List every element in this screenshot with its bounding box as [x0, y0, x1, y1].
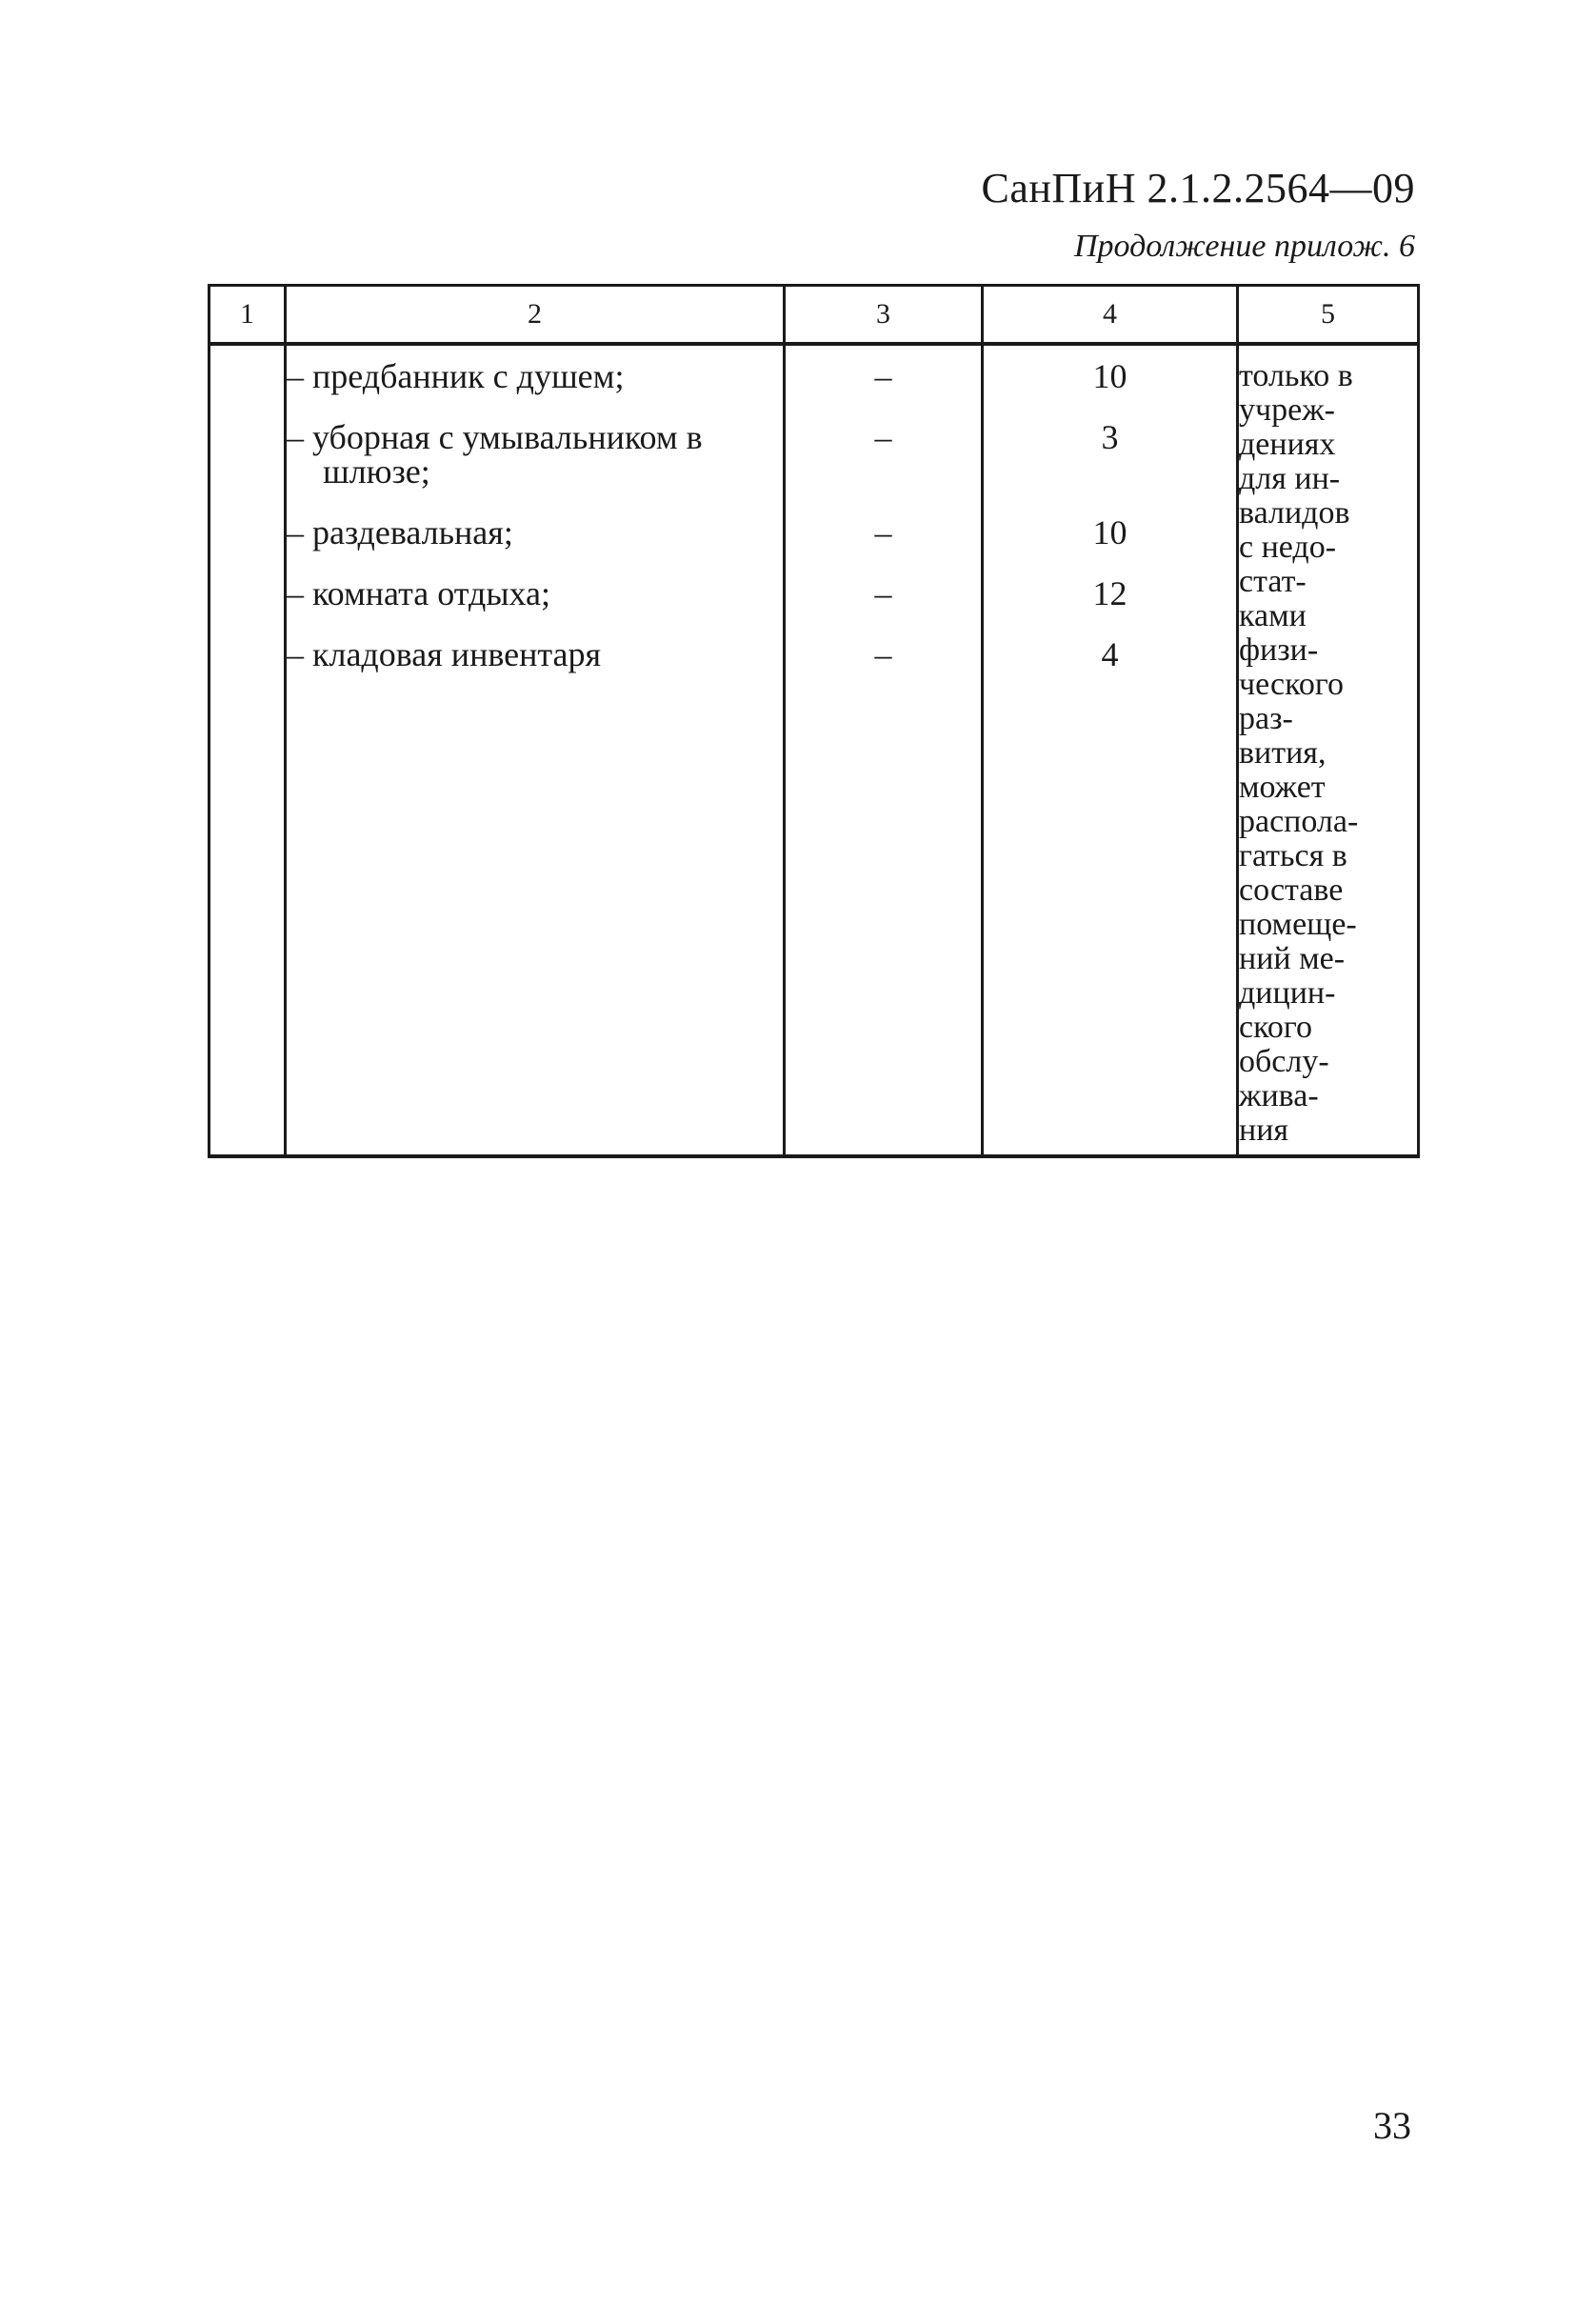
note-line: ского	[1239, 1010, 1312, 1045]
page-number: 33	[1373, 2104, 1411, 2147]
note-line: помеще-	[1239, 907, 1357, 942]
column-1-cell	[209, 344, 286, 1156]
room-name: – комната отдыха;	[287, 574, 551, 612]
column-header-3: 3	[785, 286, 983, 345]
note-line: вития,	[1239, 735, 1327, 771]
column-header-2: 2	[286, 286, 785, 345]
room-name: – уборная с умывальником в шлюзе;	[287, 418, 703, 491]
area-value: 10	[1092, 357, 1127, 395]
note-line: с недо-	[1239, 530, 1337, 565]
note-line: ческого	[1239, 667, 1345, 702]
note-line: ний ме-	[1239, 941, 1346, 976]
note-cell	[1238, 344, 1419, 1156]
rooms-table	[208, 284, 1420, 1158]
room-name: – раздевальная;	[287, 513, 513, 551]
table-header-row	[209, 286, 1419, 345]
column-3-value: –	[874, 635, 892, 673]
note-line: дениях	[1239, 427, 1336, 462]
note-line: составе	[1239, 872, 1344, 908]
note-line: только в	[1239, 358, 1353, 393]
continuation-label: Продолжение прилож. 6	[1073, 229, 1415, 264]
area-value: 3	[1101, 418, 1119, 456]
column-3-value: –	[874, 357, 892, 395]
note-line: гаться в	[1239, 838, 1347, 873]
column-header-4: 4	[983, 286, 1238, 345]
room-names-cell	[286, 344, 785, 1156]
note-line: распола-	[1239, 804, 1359, 839]
area-value: 4	[1101, 635, 1119, 673]
area-value: 12	[1092, 574, 1127, 612]
note-line: для ин-	[1239, 461, 1341, 496]
document-code: СанПиН 2.1.2.2564—09	[981, 165, 1415, 211]
column-4-cell	[983, 344, 1238, 1156]
note-line: ками	[1239, 598, 1307, 633]
note-line: обслу-	[1239, 1044, 1329, 1079]
area-value: 10	[1092, 513, 1127, 551]
note-line: учреж-	[1239, 392, 1336, 428]
note-line: физи-	[1239, 632, 1319, 668]
column-3-value: –	[874, 513, 892, 551]
note-line: ния	[1239, 1112, 1289, 1148]
room-name: – предбанник с душем;	[287, 357, 625, 395]
column-3-value: –	[874, 418, 892, 456]
table-row	[209, 344, 1419, 1156]
column-header-5: 5	[1238, 286, 1419, 345]
note-line: может	[1239, 770, 1326, 805]
note-line: жива-	[1239, 1078, 1319, 1113]
column-3-value: –	[874, 574, 892, 612]
room-name: – кладовая инвентаря	[287, 635, 602, 673]
note-line: стат-	[1239, 564, 1307, 599]
note-line: дицин-	[1239, 975, 1336, 1011]
note-line: раз-	[1239, 701, 1293, 736]
column-header-1: 1	[209, 286, 286, 345]
column-3-cell	[785, 344, 983, 1156]
note-line: валидов	[1239, 495, 1350, 531]
